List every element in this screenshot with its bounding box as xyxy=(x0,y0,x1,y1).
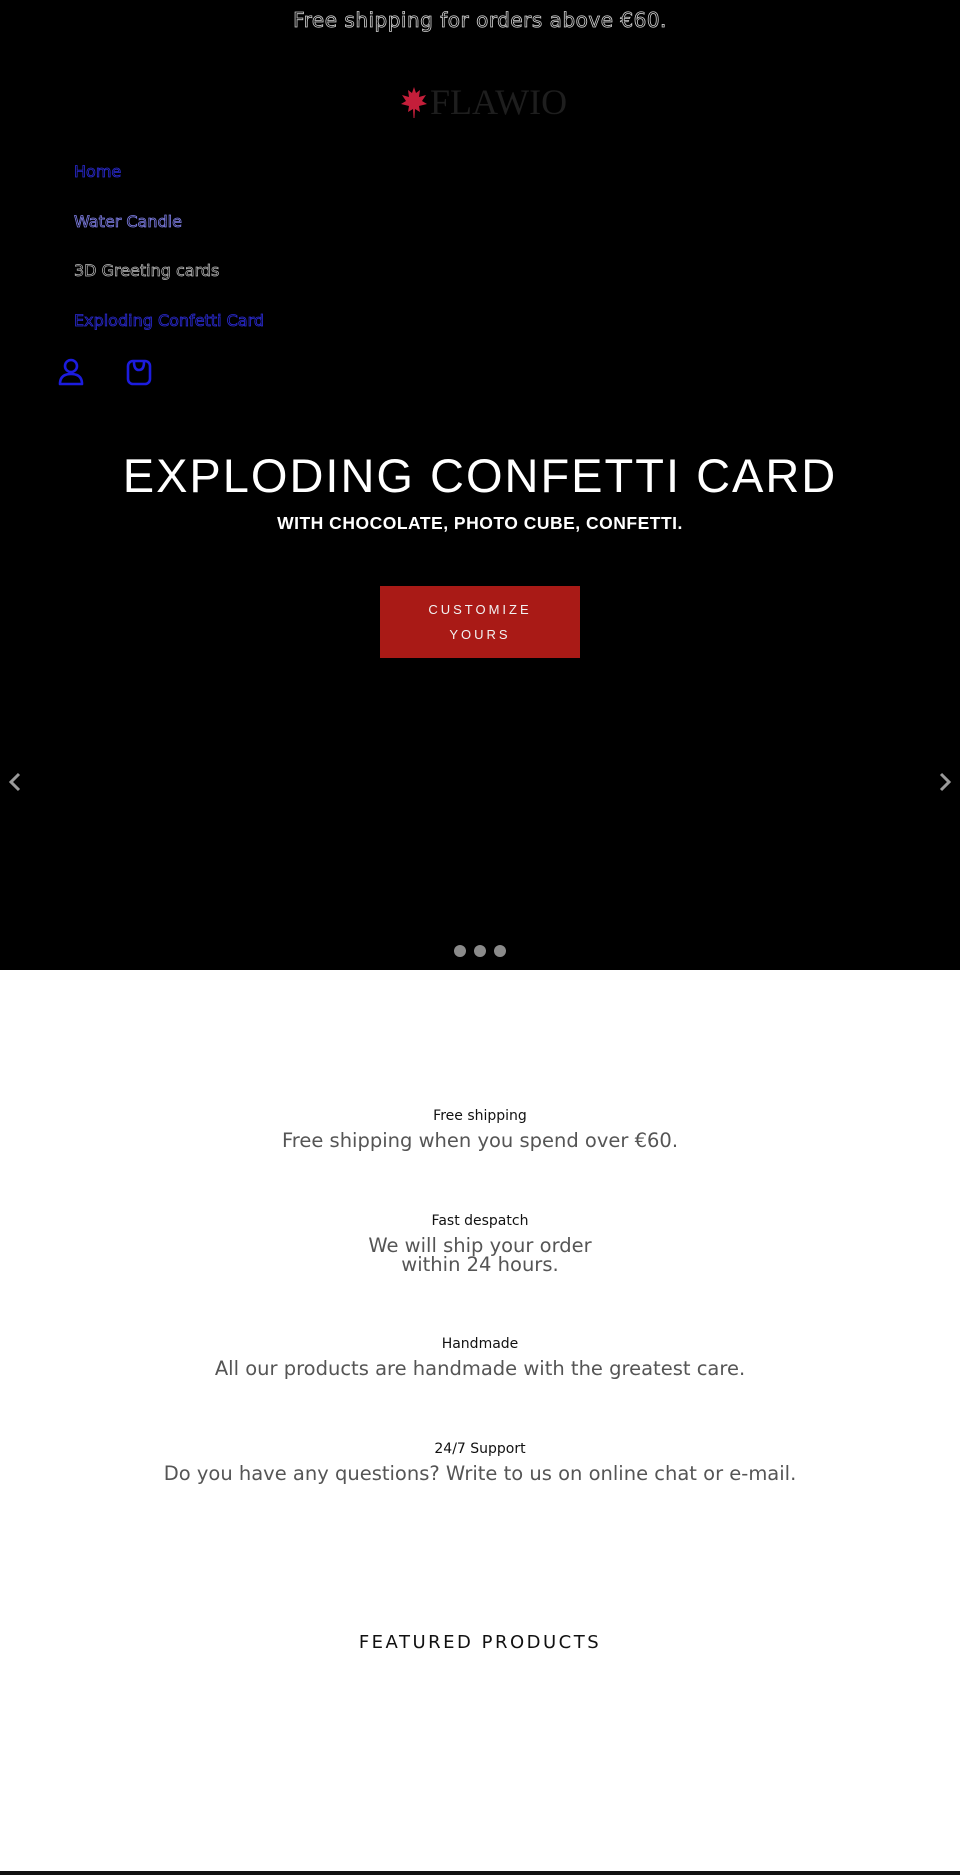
feature-fast-despatch xyxy=(0,1213,960,1274)
feature-text: Do you have any questions? Write to us on online chat or e-mail. xyxy=(163,1462,797,1485)
header-icons xyxy=(58,358,152,386)
chevron-right-icon[interactable] xyxy=(935,770,955,794)
feature-text: Free shipping when you spend over €60. xyxy=(281,1129,679,1152)
slide-dot-3[interactable] xyxy=(494,945,506,957)
slide-dot-1[interactable] xyxy=(454,945,466,957)
bag-icon[interactable] xyxy=(126,358,152,386)
chevron-left-icon[interactable] xyxy=(5,770,25,794)
customize-yours-button[interactable] xyxy=(380,586,580,658)
slide-dots xyxy=(454,945,506,957)
nav-item-exploding-confetti-card[interactable]: Exploding Confetti Card xyxy=(74,310,265,330)
section-divider xyxy=(0,1871,960,1875)
feature-text-line-2: within 24 hours. xyxy=(401,1253,559,1276)
cta-line-1: CUSTOMIZE xyxy=(428,602,532,617)
feature-title: Fast despatch xyxy=(431,1213,529,1229)
user-icon[interactable] xyxy=(58,358,84,386)
maple-leaf-icon xyxy=(400,85,428,119)
announcement-bar: Free shipping for orders above €60. xyxy=(293,8,667,32)
hero-title: EXPLODING CONFETTI CARD xyxy=(122,449,838,502)
main-nav xyxy=(74,160,264,358)
feature-title: 24/7 Support xyxy=(434,1441,526,1457)
feature-title: Handmade xyxy=(441,1336,519,1352)
feature-title: Free shipping xyxy=(433,1108,527,1124)
featured-products-heading: FEATURED PRODUCTS xyxy=(358,1632,602,1653)
logo-text: FLAWIO xyxy=(430,82,568,122)
feature-support xyxy=(0,1441,960,1483)
cta-line-2: YOURS xyxy=(449,627,511,642)
feature-free-shipping xyxy=(0,1108,960,1150)
feature-handmade xyxy=(0,1336,960,1378)
nav-item-home[interactable]: Home xyxy=(74,162,122,181)
feature-text-line-1: We will ship your order xyxy=(368,1234,592,1257)
nav-item-3d-greeting-cards[interactable]: 3D Greeting cards xyxy=(74,261,220,280)
feature-text: All our products are handmade with the greatest care. xyxy=(214,1357,746,1380)
site-logo[interactable] xyxy=(400,80,567,124)
slide-dot-2[interactable] xyxy=(474,945,486,957)
hero-subtitle: WITH CHOCOLATE, PHOTO CUBE, CONFETTI. xyxy=(277,513,683,533)
nav-item-water-candle[interactable]: Water Candle xyxy=(74,211,182,231)
